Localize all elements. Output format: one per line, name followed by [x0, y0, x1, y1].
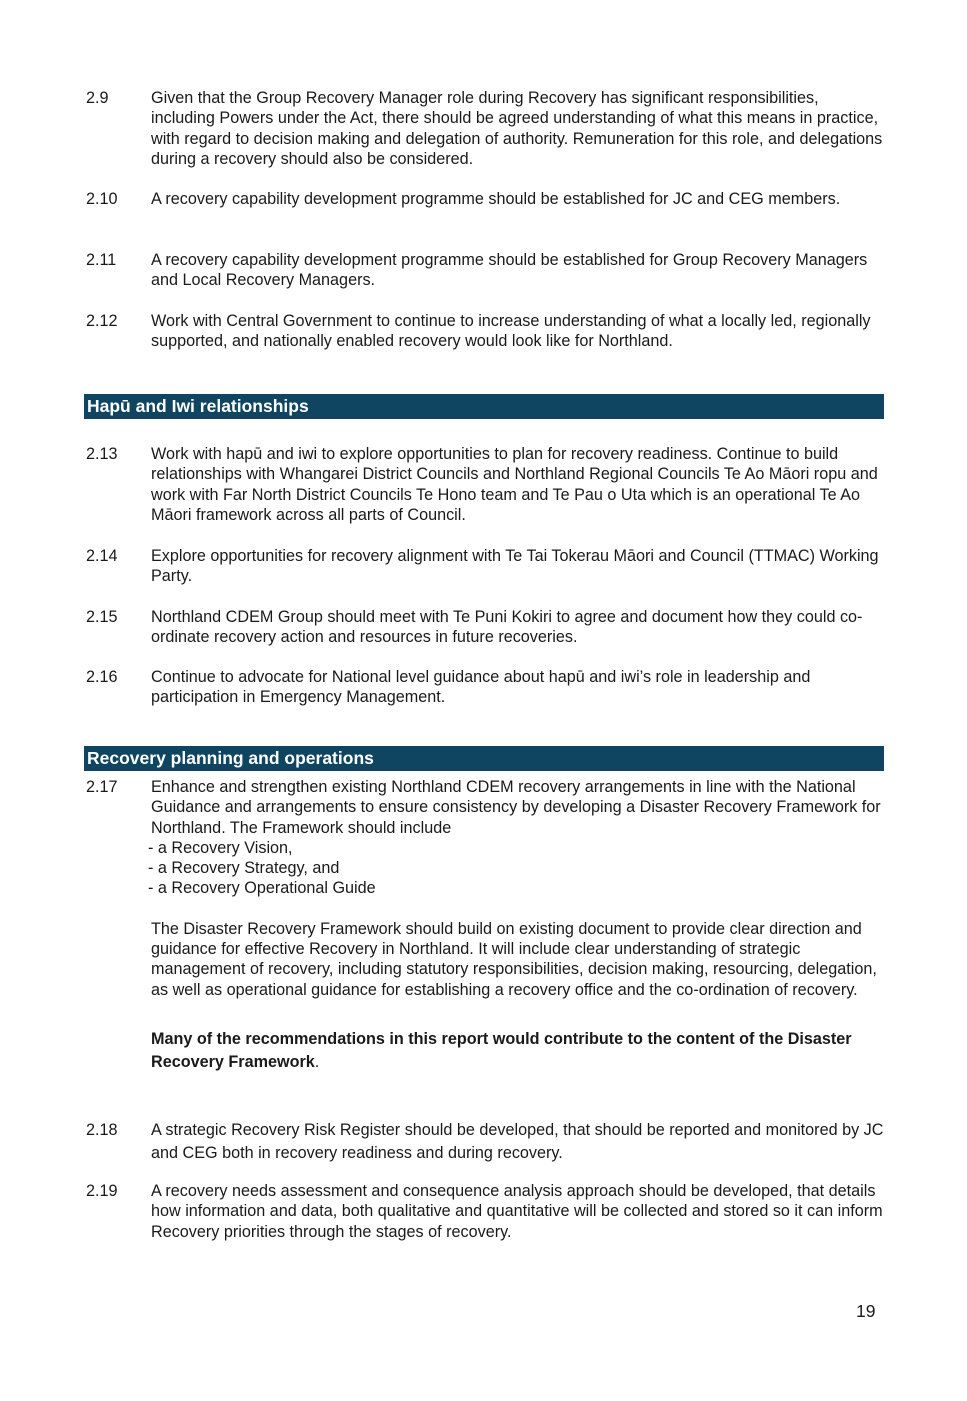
item-text: Given that the Group Recovery Manager role during Recovery has significant responsibilities, including Powers under the Act, there should be agreed understanding of what this means in practice, with regard to decision making and delegation of authority. Remuneration for this role, and delegations during a recovery should also be considered. — [151, 89, 883, 168]
recommendation-item — [86, 607, 886, 648]
item-text: Continue to advocate for National level guidance about hapū and iwi’s role in leadership and participation in Emergency Management. — [151, 668, 811, 707]
recommendation-item — [86, 667, 886, 708]
framework-bullet-list — [148, 838, 886, 899]
recommendation-item — [86, 546, 886, 587]
item-text: Explore opportunities for recovery alignment with Te Tai Tokerau Māori and Council (TTMAC) Working Party. — [151, 547, 879, 586]
section-heading-hapu-iwi: Hapū and Iwi relationships — [84, 394, 884, 419]
recommendation-item — [86, 777, 886, 1074]
recommendation-item — [86, 444, 886, 525]
recommendation-item — [86, 189, 886, 209]
item-text: A recovery capability development programme should be established for JC and CEG members. — [151, 190, 841, 208]
item-number: 2.9 — [86, 89, 109, 107]
item-number: 2.14 — [86, 547, 118, 565]
framework-paragraph: The Disaster Recovery Framework should build on existing document to provide clear direction and guidance for effective Recovery in Northland. It will include clear understanding of strategic management of recovery, including statutory responsibilities, decision making, resourcing, delegation, as well as operational guidance for establishing a recovery office and the co-ordination of recovery. — [151, 919, 877, 999]
item-text: A recovery capability development programme should be established for Group Recovery Managers and Local Recovery Managers. — [151, 251, 868, 290]
recommendation-item — [86, 311, 886, 352]
item-number: 2.16 — [86, 668, 118, 686]
item-number: 2.15 — [86, 608, 118, 626]
item-number: 2.12 — [86, 312, 118, 330]
section-heading-recovery-planning: Recovery planning and operations — [84, 746, 884, 771]
item-number: 2.19 — [86, 1182, 118, 1200]
item-text: Enhance and strengthen existing Northland CDEM recovery arrangements in line with the National Guidance and arrangements to ensure consistency by developing a Disaster Recovery Framework for Northland. The Framework should include — [151, 778, 881, 837]
item-number: 2.13 — [86, 445, 118, 463]
item-number: 2.11 — [86, 251, 117, 269]
framework-bullet: - a Recovery Strategy, and — [148, 859, 340, 878]
recommendation-item — [86, 1181, 886, 1242]
bold-note-period: . — [314, 1052, 320, 1071]
item-number: 2.17 — [86, 778, 118, 796]
recommendation-item — [86, 88, 886, 169]
framework-bold-note — [151, 1028, 886, 1074]
item-number: 2.18 — [86, 1121, 118, 1139]
item-text: A strategic Recovery Risk Register should be developed, that should be reported and monitored by JC and CEG both in recovery readiness and during recovery. — [151, 1121, 884, 1162]
recommendation-item — [86, 1119, 886, 1165]
item-text: Northland CDEM Group should meet with Te Puni Kokiri to agree and document how they could co-ordinate recovery action and resources in future recoveries. — [151, 608, 863, 647]
page-number: 19 — [856, 1301, 876, 1321]
recommendation-item — [86, 250, 886, 291]
framework-bullet: - a Recovery Operational Guide — [148, 879, 376, 898]
item-text: A recovery needs assessment and consequence analysis approach should be developed, that details how information and data, both qualitative and quantitative will be collected and stored so it can inform Recovery priorities through the stages of recovery. — [151, 1182, 883, 1241]
item-text: Work with Central Government to continue to increase understanding of what a locally led, regionally supported, and nationally enabled recovery would look like for Northland. — [151, 312, 871, 351]
framework-bullet: - a Recovery Vision, — [148, 838, 293, 857]
item-text: Work with hapū and iwi to explore opportunities to plan for recovery readiness. Continue to build relationships with Whangarei District Councils and Northland Regional Councils Te Ao Māori ropu and work with Far North District Councils Te Hono team and Te Pau o Uta which is an operational Te Ao Māori framework across all parts of Council. — [151, 445, 878, 524]
item-number: 2.10 — [86, 190, 118, 208]
bold-note-text: Many of the recommendations in this report would contribute to the content of the Disaster Recovery Framework — [151, 1029, 852, 1071]
